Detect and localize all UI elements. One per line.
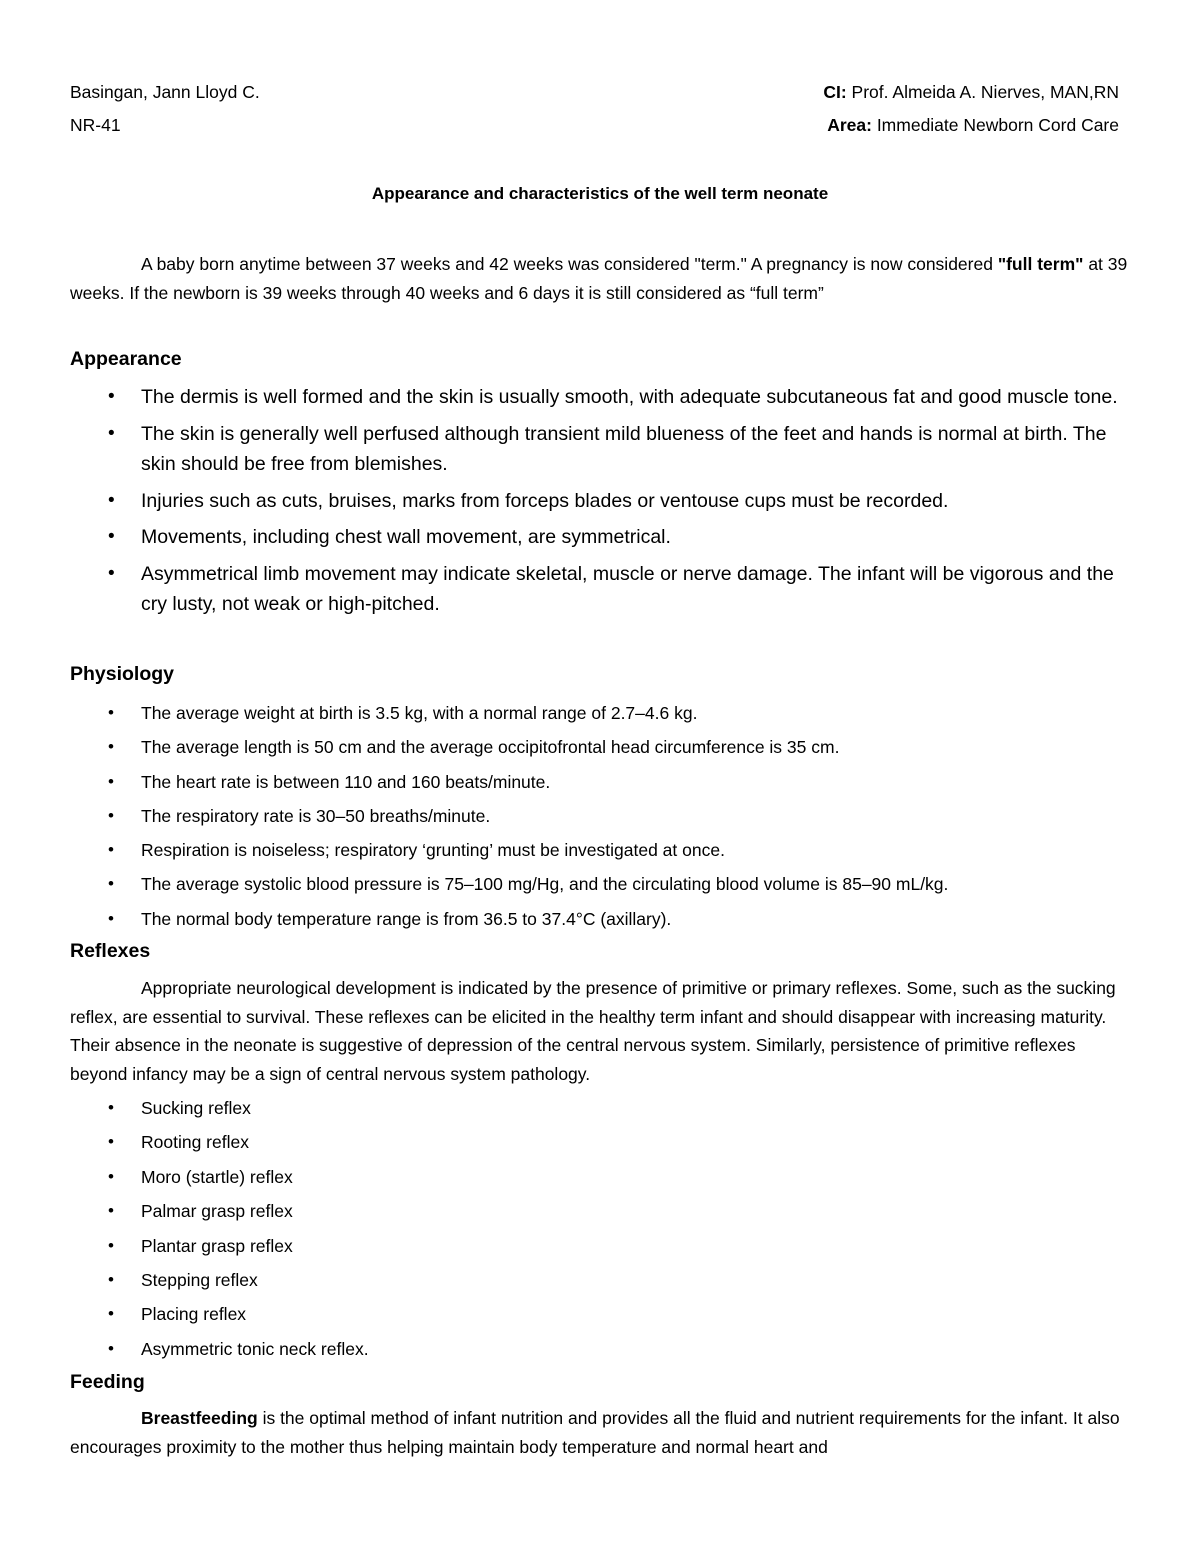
list-item	[70, 1197, 1130, 1231]
course-code: NR-41	[70, 115, 121, 135]
feeding-text: is the optimal method of infant nutrition and provides all the fluid and nutrient requirements for the infant. It also encourages proximity to the mother thus helping maintain body temperature and normal heart and	[70, 1408, 1120, 1457]
list-item	[70, 559, 1130, 620]
list-item	[70, 836, 1130, 870]
bullet: •	[108, 771, 114, 791]
document-title: Appearance and characteristics of the well term neonate	[371, 184, 829, 203]
list-item-text: The dermis is well formed and the skin is usually smooth, with adequate subcutaneous fat and good muscle tone.	[141, 386, 1118, 408]
list-item-text: The heart rate is between 110 and 160 beats/minute.	[141, 771, 551, 792]
list-item	[70, 1335, 1130, 1369]
list-item-text: Asymmetric tonic neck reflex.	[141, 1338, 369, 1359]
list-item-text: Palmar grasp reflex	[141, 1201, 293, 1222]
appearance-list	[70, 382, 1130, 626]
list-item	[70, 802, 1130, 836]
list-item-text: Asymmetrical limb movement may indicate skeletal, muscle or nerve damage. The infant will be vigorous and the cry lusty, not weak or high-pitched.	[141, 562, 1114, 615]
intro-text-2: at 39 weeks. If the newborn is 39 weeks through 40 weeks and 6 days it is still considered as “full term”	[70, 254, 1128, 303]
list-item	[70, 905, 1130, 939]
list-item	[70, 870, 1130, 904]
list-item-text: The skin is generally well perfused although transient mild blueness of the feet and hands is normal at birth. The skin should be free from blemishes.	[141, 422, 1107, 475]
intro-bold: "full term"	[997, 254, 1084, 274]
list-item	[70, 1163, 1130, 1197]
physiology-list	[70, 699, 1130, 939]
list-item-text: The average weight at birth is 3.5 kg, with a normal range of 2.7–4.6 kg.	[141, 703, 698, 723]
feeding-heading: Feeding	[70, 1371, 145, 1393]
list-item-text: Movements, including chest wall movement, are symmetrical.	[141, 526, 671, 548]
intro-text-1: A baby born anytime between 37 weeks and 42 weeks was considered "term." A pregnancy is now considered	[141, 254, 998, 274]
list-item	[70, 1094, 1130, 1128]
list-item-text: The respiratory rate is 30–50 breaths/minute.	[141, 805, 491, 826]
reflexes-list	[70, 1094, 1130, 1369]
bullet: •	[108, 908, 114, 928]
list-item-text: The average length is 50 cm and the average occipitofrontal head circumference is 35 cm.	[141, 737, 840, 758]
student-name: Basingan, Jann Lloyd C.	[70, 82, 260, 102]
bullet: •	[108, 526, 115, 547]
bullet: •	[108, 386, 115, 407]
ci-value: Prof. Almeida A. Nierves, MAN,RN	[846, 82, 1119, 102]
bullet: •	[108, 1132, 114, 1152]
bullet: •	[108, 422, 115, 444]
list-item-text: Sucking reflex	[141, 1098, 251, 1118]
bullet: •	[108, 805, 114, 825]
list-item	[70, 1300, 1130, 1334]
reflexes-paragraph: Appropriate neurological development is indicated by the presence of primitive or primary reflexes. Some, such as the sucking reflex, are essential to survival. These reflexes can be elicited in the healthy term infant and should disappear with increasing maturity. Their absence in the neonate is suggestive of depression of the central nervous system. Similarly, persistence of primitive reflexes beyond infancy may be a sign of central nervous system pathology.	[70, 978, 1116, 1084]
area-value: Immediate Newborn Cord Care	[871, 115, 1119, 135]
list-item	[70, 419, 1130, 480]
list-item-text: Injuries such as cuts, bruises, marks from forceps blades or ventouse cups must be recorded.	[141, 489, 949, 512]
feeding-paragraph	[70, 1404, 1130, 1461]
bullet: •	[108, 1166, 114, 1186]
list-item-text: Respiration is noiseless; respiratory ‘grunting’ must be investigated at once.	[141, 840, 725, 861]
list-item	[70, 1128, 1130, 1162]
ci-label: CI:	[823, 82, 847, 102]
list-item	[70, 522, 1130, 553]
list-item-text: The average systolic blood pressure is 75–100 mg/Hg, and the circulating blood volume is 85–90 mL/kg.	[141, 874, 949, 895]
bullet: •	[108, 1338, 114, 1358]
appearance-heading: Appearance	[70, 348, 182, 370]
bullet: •	[108, 874, 114, 894]
list-item-text: The normal body temperature range is from 36.5 to 37.4°C (axillary).	[141, 908, 672, 929]
list-item	[70, 486, 1130, 517]
bullet: •	[108, 703, 114, 722]
intro-paragraph	[70, 250, 1130, 307]
bullet: •	[108, 840, 114, 860]
feeding-bold: Breastfeeding	[141, 1408, 258, 1428]
bullet: •	[108, 1304, 114, 1324]
bullet: •	[108, 1235, 114, 1255]
bullet: •	[108, 1098, 114, 1117]
bullet: •	[108, 489, 115, 511]
list-item	[70, 1266, 1130, 1300]
list-item	[70, 768, 1130, 802]
bullet: •	[108, 562, 115, 584]
bullet: •	[108, 1269, 114, 1289]
list-item	[70, 1232, 1130, 1266]
list-item-text: Moro (startle) reflex	[141, 1166, 293, 1187]
list-item-text: Rooting reflex	[141, 1132, 249, 1153]
area-label: Area:	[827, 115, 872, 135]
list-item	[70, 733, 1130, 767]
bullet: •	[108, 1201, 114, 1221]
list-item	[70, 699, 1130, 733]
area	[827, 115, 1119, 136]
list-item	[70, 382, 1130, 413]
physiology-heading: Physiology	[70, 663, 175, 685]
bullet: •	[108, 737, 114, 757]
list-item-text: Plantar grasp reflex	[141, 1235, 293, 1256]
list-item-text: Placing reflex	[141, 1304, 247, 1325]
clinical-instructor	[823, 82, 1119, 103]
list-item-text: Stepping reflex	[141, 1269, 258, 1290]
reflexes-heading: Reflexes	[70, 940, 151, 962]
